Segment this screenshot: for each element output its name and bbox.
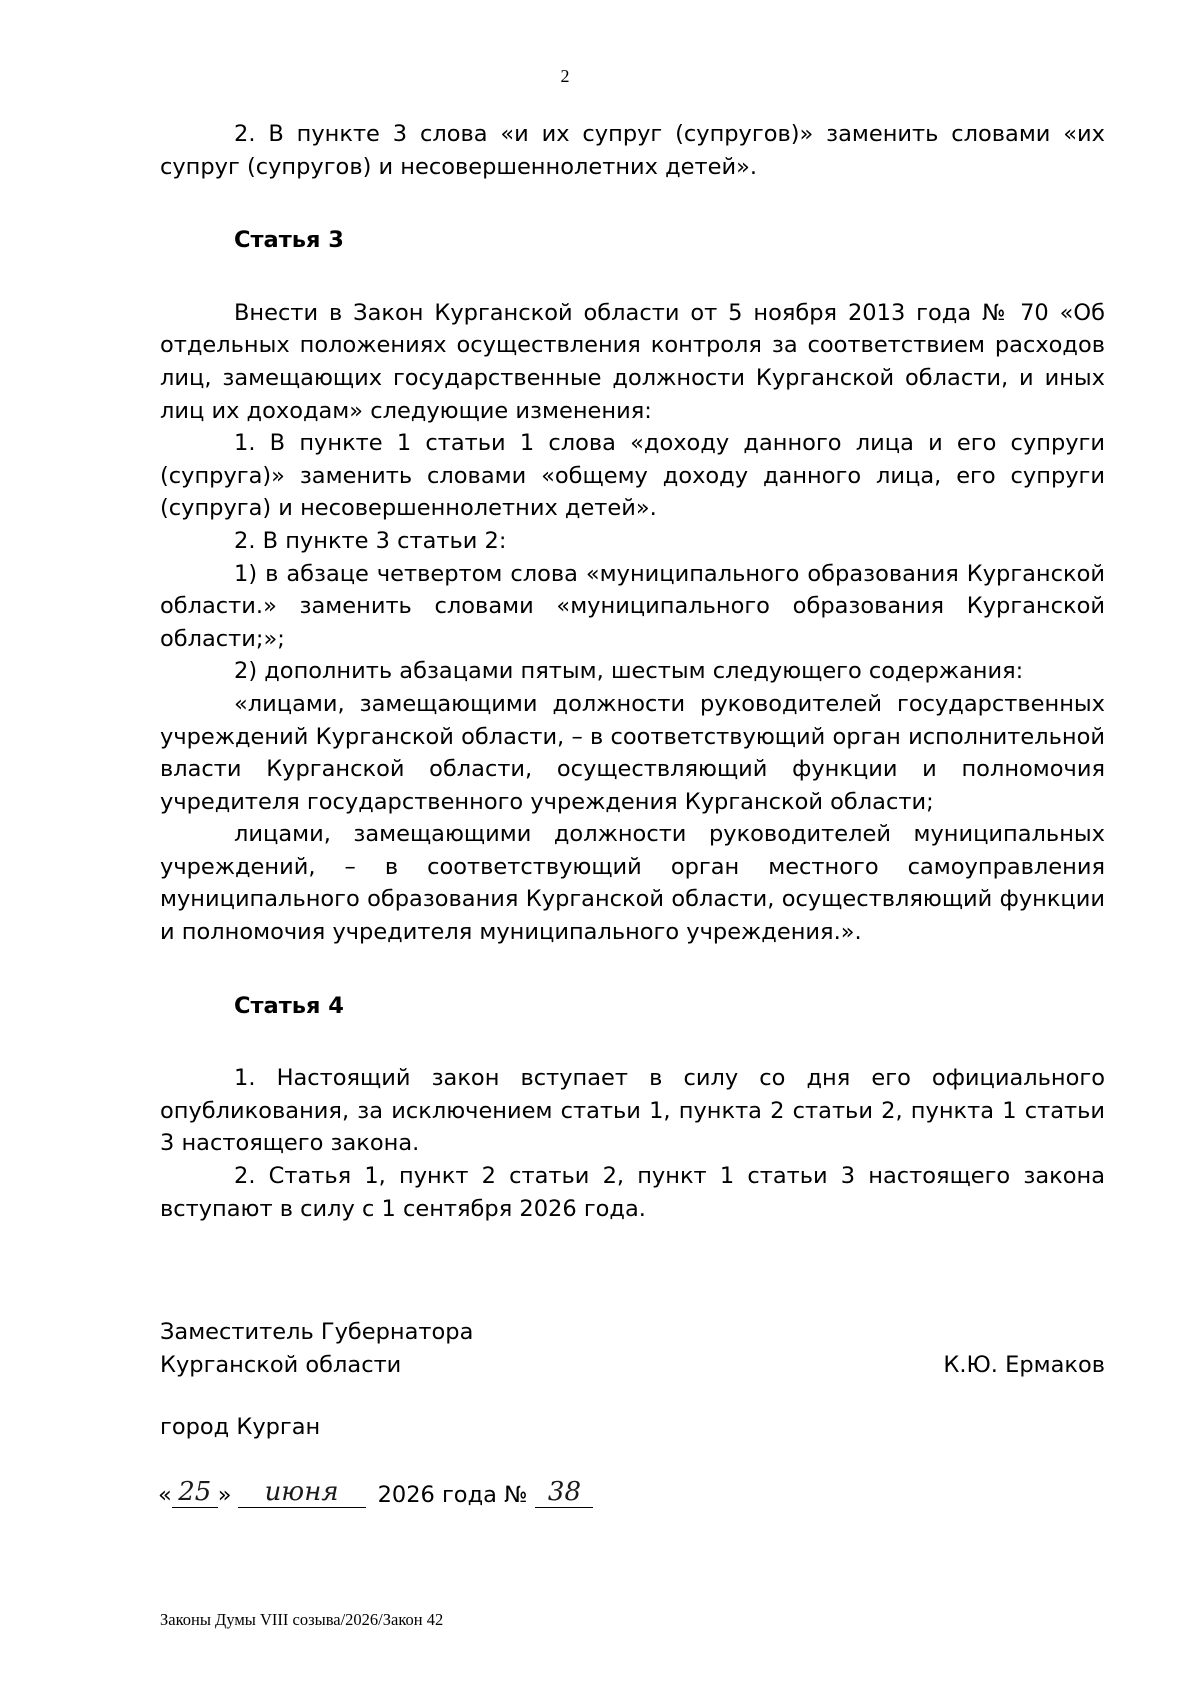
city-line: город Курган	[160, 1414, 321, 1440]
article-4-paragraph: 1. Настоящий закон вступает в силу со дня его официального опубликования, за исключением статьи 1, пункта 2 статьи 2, пункта 1 статьи 3 настоящего закона.	[160, 1065, 1105, 1157]
article-3-paragraph: Внести в Закон Курганской области от 5 ноября 2013 года № 70 «Об отдельных положениях осуществления контроля за соответствием расходов лиц, замещающих государственные должности Курганской области, и иных лиц их доходам» следующие изменения:	[160, 299, 1105, 424]
article-3-paragraph: «лицами, замещающими должности руководителей государственных учреждений Курганской области, – в соответствующий орган исполнительной власти Курганской области, осуществляющий функции и полномочия учредителя государственного учреждения Курганской области;	[160, 690, 1105, 815]
signatory-position-line2: Курганской области	[160, 1351, 402, 1378]
article-3-paragraph: 1. В пункте 1 статьи 1 слова «доходу данного лица и его супруги (супруга)» заменить словами «общему доходу данного лица, его супруги (супруга) и несовершеннолетних детей».	[160, 430, 1105, 522]
article-3-paragraph: 2) дополнить абзацами пятым, шестым следующего содержания:	[234, 658, 1024, 685]
signatory-name: К.Ю. Ермаков	[943, 1351, 1105, 1378]
article-3-paragraph: лицами, замещающими должности руководителей муниципальных учреждений, – в соответствующий орган местного самоуправления муниципального образования Курганской области, осуществляющий функции и полномочия учредителя муниципального учреждения.».	[160, 821, 1105, 946]
article-3-paragraph: 2. В пункте 3 статьи 2:	[234, 527, 507, 554]
article-3-heading: Статья 3	[234, 227, 344, 254]
article-4-heading: Статья 4	[234, 992, 344, 1019]
document-body	[160, 118, 1105, 1225]
footer-reference: Законы Думы VIII созыва/2026/Закон 42	[160, 1610, 444, 1629]
date-line	[158, 1477, 593, 1508]
article-4-paragraph: 2. Статья 1, пункт 2 статьи 2, пункт 1 статьи 3 настоящего закона вступают в силу с 1 сентября 2026 года.	[160, 1163, 1105, 1222]
page-number: 2	[560, 66, 570, 86]
date-open-quote: «	[158, 1482, 172, 1508]
signature-block	[160, 1316, 1105, 1381]
handwritten-law-number: 38	[535, 1477, 593, 1508]
handwritten-month: июня	[238, 1477, 366, 1508]
handwritten-day: 25	[172, 1477, 218, 1508]
signatory-position-line1: Заместитель Губернатора	[160, 1319, 474, 1345]
article-3-paragraph: 1) в абзаце четвертом слова «муниципального образования Курганской области.» заменить словами «муниципального образования Курганской области;»;	[160, 560, 1105, 652]
date-year-text: 2026 года №	[377, 1482, 528, 1508]
date-close-quote: »	[217, 1482, 232, 1508]
paragraph-item-2: 2. В пункте 3 слова «и их супруг (супругов)» заменить словами «их супруг (супругов) и несовершеннолетних детей».	[160, 121, 1105, 180]
